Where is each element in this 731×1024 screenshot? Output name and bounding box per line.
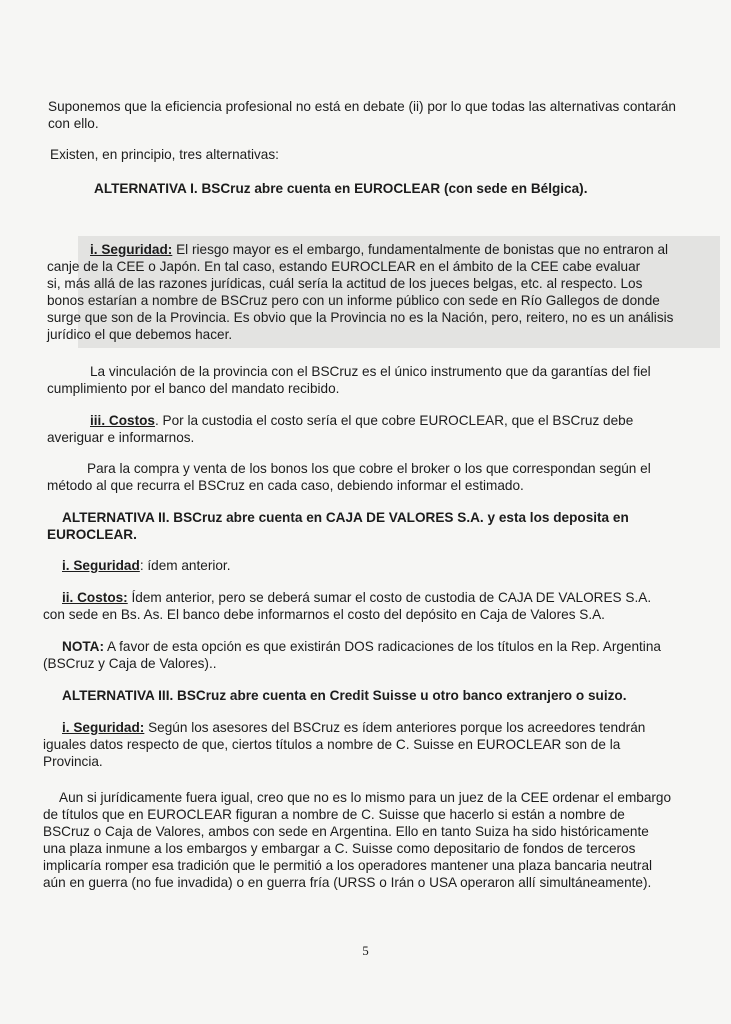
alt2-nota-paragraph: NOTA: A favor de esta opción es que existirán DOS radicaciones de los títulos en la Rep. Argentina (BSCruz y Caja de Valores).. [43, 639, 661, 671]
alt2-costs-paragraph: ii. Costos: Ídem anterior, pero se deberá sumar el costo de custodia de CAJA DE VALORES S.A. con sede en Bs. As. El banco debe informarnos el costo del depósito en Caja de Valores S.A. [43, 590, 652, 622]
alt2-security-label: i. Seguridad [62, 558, 140, 573]
alt1-vinculacion-paragraph: La vinculación de la provincia con el BSCruz es el único instrumento que da garantías del fiel cumplimiento por el banco del mandato recibido. [47, 364, 651, 396]
alt2-nota-label: NOTA: [62, 639, 105, 654]
alt2-security-paragraph: i. Seguridad: ídem anterior. [62, 558, 231, 573]
alt2-costs-label: ii. Costos: [62, 590, 128, 605]
intro-paragraph: Suponemos que la eficiencia profesional no está en debate (ii) por lo que todas las alternativas contarán con ello. [48, 99, 676, 131]
alternative-3-title: ALTERNATIVA III. BSCruz abre cuenta en Credit Suisse u otro banco extranjero o suizo. [62, 688, 627, 703]
alt3-security-paragraph: i. Seguridad: Según los asesores del BSCruz es ídem anteriores porque los acreedores tendrán iguales datos respecto de que, ciertos títulos a nombre de C. Suisse en EUROCLEAR son de la Provincia. [43, 720, 646, 769]
alt3-aun-paragraph: Aun si jurídicamente fuera igual, creo que no es lo mismo para un juez de la CEE ordenar el embargo de títulos que en EUROCLEAR figuran a nombre de C. Suisse que hacerlo si están a nombre de BSCruz o Caja de Valores, ambos con sede en Argentina. Ello en tanto Suiza ha sido históricamente una plaza inmune a los embargos y embargar a C. Suisse como depositario de fondos de terceros implicaría romper esa tradición que le permitió a los operadores mantener una plaza bancaria neutral aún en guerra (no fue invadida) o en guerra fría (URSS o Irán o USA operaron allí simultáneamente). [43, 790, 672, 890]
alt1-compra-paragraph: Para la compra y venta de los bonos los que cobre el broker o los que correspondan según el método al que recurra el BSCruz en cada caso, debiendo informar el estimado. [47, 461, 651, 493]
alt1-costs-label: iii. Costos [90, 413, 155, 428]
alt1-security-label: i. Seguridad: [90, 242, 173, 257]
alt3-security-label: i. Seguridad: [62, 720, 145, 735]
alt1-security-paragraph: i. Seguridad: El riesgo mayor es el embargo, fundamentalmente de bonistas que no entraron al canje de la CEE o Japón. En tal caso, estando EUROCLEAR en el ámbito de la CEE cabe evaluar si, más allá de las razones jurídicas, cuál sería la actitud de los jueces belgas, etc. al respecto. Los bonos estarían a nombre de BSCruz pero con un informe público con sede en Río Gallegos de donde surge que son de la Provincia. Es obvio que la Provincia no es la Nación, pero, reitero, no es un análisis jurídico el que debemos hacer. [47, 242, 674, 342]
alternative-1-title: ALTERNATIVA I. BSCruz abre cuenta en EUROCLEAR (con sede en Bélgica). [94, 181, 588, 196]
alt1-costs-paragraph: iii. Costos. Por la custodia el costo sería el que cobre EUROCLEAR, que el BSCruz debe averiguar e informarnos. [47, 413, 634, 445]
page-number: 5 [362, 943, 369, 958]
alternatives-intro: Existen, en principio, tres alternativas: [50, 147, 279, 162]
alternative-2-title: ALTERNATIVA II. BSCruz abre cuenta en CAJA DE VALORES S.A. y esta los deposita en EUROCLEAR. [47, 510, 629, 542]
